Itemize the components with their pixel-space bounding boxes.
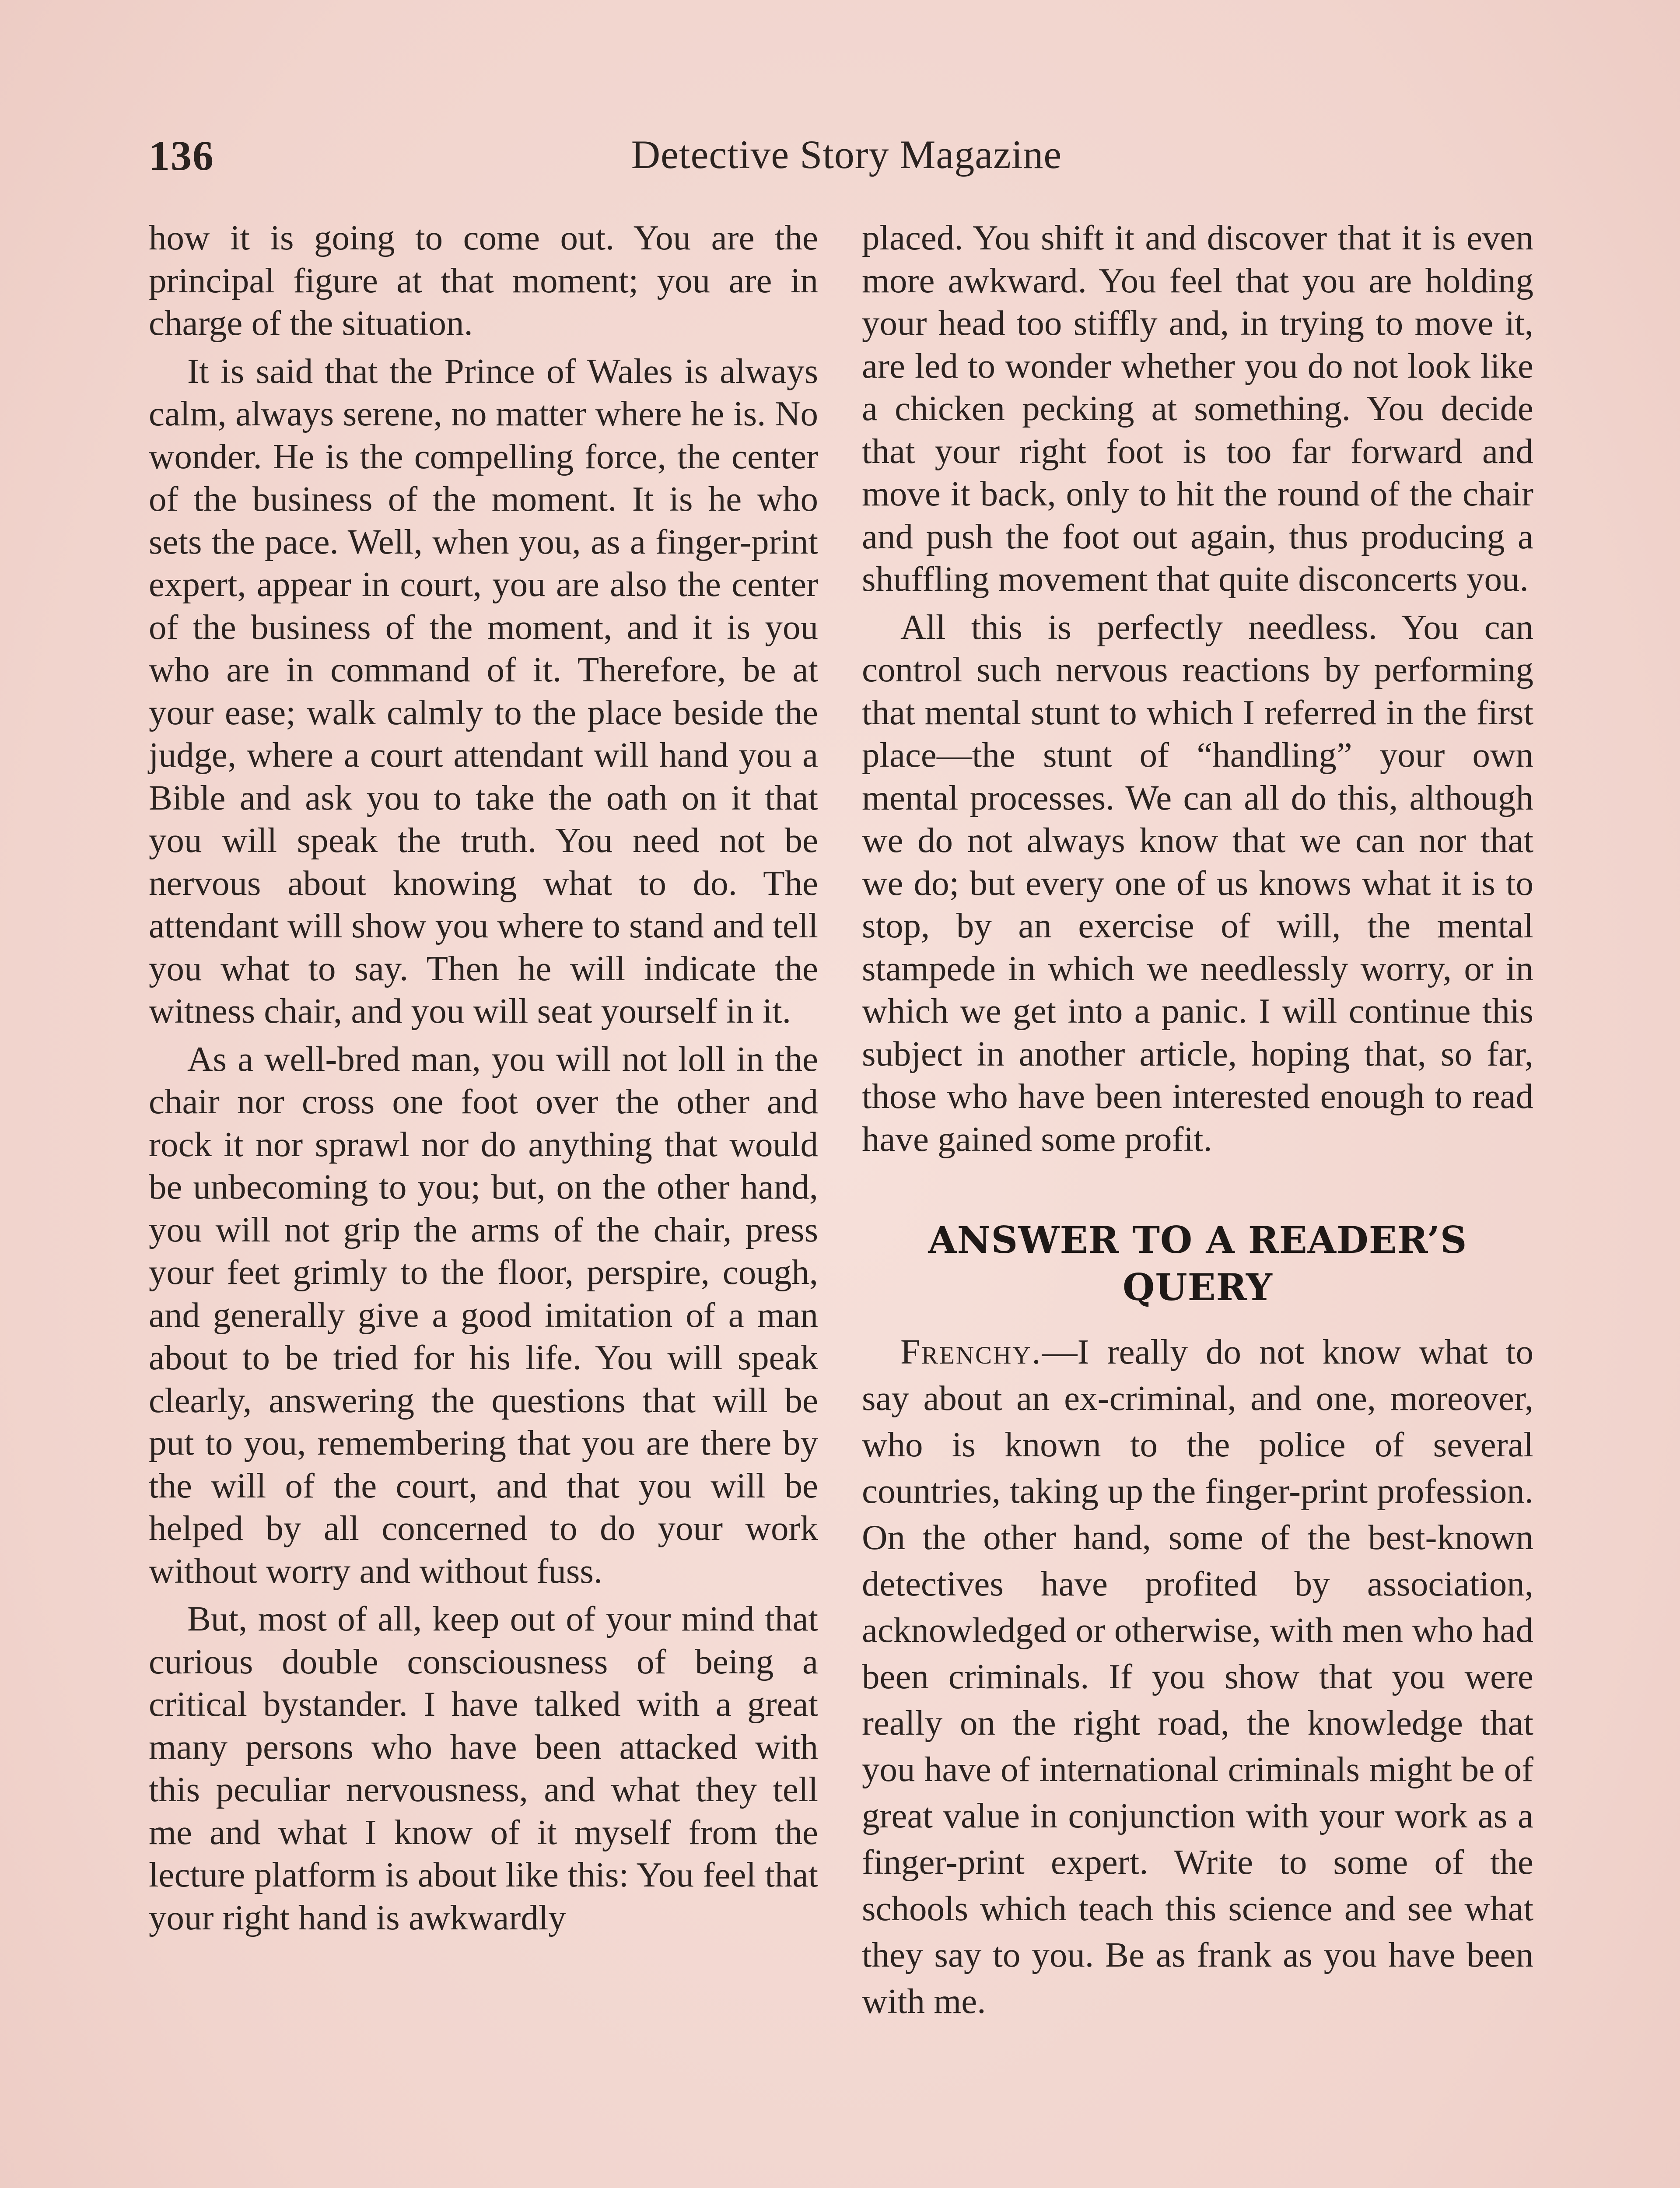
- left-column: [149, 217, 818, 1939]
- page-header: [149, 127, 1544, 188]
- paragraph: how it is going to come out. You are the principal figure at that moment; you are in charge of the situation.: [149, 218, 818, 343]
- paragraph: It is said that the Prince of Wales is always calm, always serene, no matter where he is. No wonder. He is the compelling force, the center of the business of the moment. It is he who sets the pace. Well, when you, as a finger-print expert, appear in court, you are also the center of the business of the moment, and it is you who are in command of it. Therefore, be at your ease; walk calmly to the place beside the judge, where a court attendant will hand you a Bible and ask you to take the oath on it that you will speak the truth. You need not be nervous about knowing what to do. The attendant will show you where to stand and tell you what to say. Then he will indicate the witness chair, and you will seat yourself in it.: [149, 351, 818, 1031]
- reader-answer: [862, 1329, 1533, 2024]
- running-title: Detective Story Magazine: [631, 132, 1062, 177]
- paragraph: placed. You shift it and discover that it is even more awkward. You feel that you are holding your head too stiffly and, in trying to move it, are led to wonder whether you do not look like a chicken pecking at something. You decide that your right foot is too far forward and move it back, only to hit the round of the chair and push the foot out again, thus producing a shuffling movement that quite disconcerts you.: [862, 218, 1533, 599]
- right-column: [862, 217, 1533, 2024]
- section-heading-line: QUERY: [1123, 1266, 1273, 1309]
- section-heading-line: ANSWER TO A READER’S: [928, 1218, 1467, 1262]
- paragraph: But, most of all, keep out of your mind that curious double consciousness of being a critical bystander. I have talked with a great many persons who have been attacked with this peculiar nervousness, and what they tell me and what I know of it myself from the lecture platform is about like this: You feel that your right hand is awkwardly: [149, 1599, 818, 1937]
- answer-text: —I really do not know what to say about an ex-criminal, and one, moreover, who is known to the police of several countries, taking up the finger-print profession. On the other hand, some of the best-known detectives have profited by association, acknowledged or otherwise, with men who had been criminals. If you show that you were really on the right road, the knowledge that you have of international criminals might be of great value in conjunction with your work as a finger-print expert. Write to some of the schools which teach this science and see what they say to you. Be as frank as you have been with me.: [862, 1332, 1533, 2021]
- section-heading: [862, 1217, 1533, 1311]
- page-number: 136: [149, 132, 214, 179]
- paragraph: As a well-bred man, you will not loll in the chair nor cross one foot over the other and rock it nor sprawl nor do anything that would be unbecoming to you; but, on the other hand, you will not grip the arms of the chair, press your feet grimly to the floor, perspire, cough, and generally give a good imitation of a man about to be tried for his life. You will speak clearly, answering the questions that will be put to you, remembering that you are there by the will of the court, and that you will be helped by all concerned to do your work without worry and without fuss.: [149, 1039, 818, 1591]
- paragraph: All this is perfectly needless. You can control such nervous reactions by performing that mental stunt to which I referred in the first place—the stunt of “handling” your own mental processes. We can all do this, although we do not always know that we can nor that we do; but every one of us knows what it is to stop, by an exercise of will, the mental stampede in which we needlessly worry, or in which we get into a panic. I will continue this subject in another article, hoping that, so far, those who have been interested enough to read have gained some profit.: [862, 607, 1533, 1159]
- reader-name: Frenchy.: [900, 1332, 1042, 1371]
